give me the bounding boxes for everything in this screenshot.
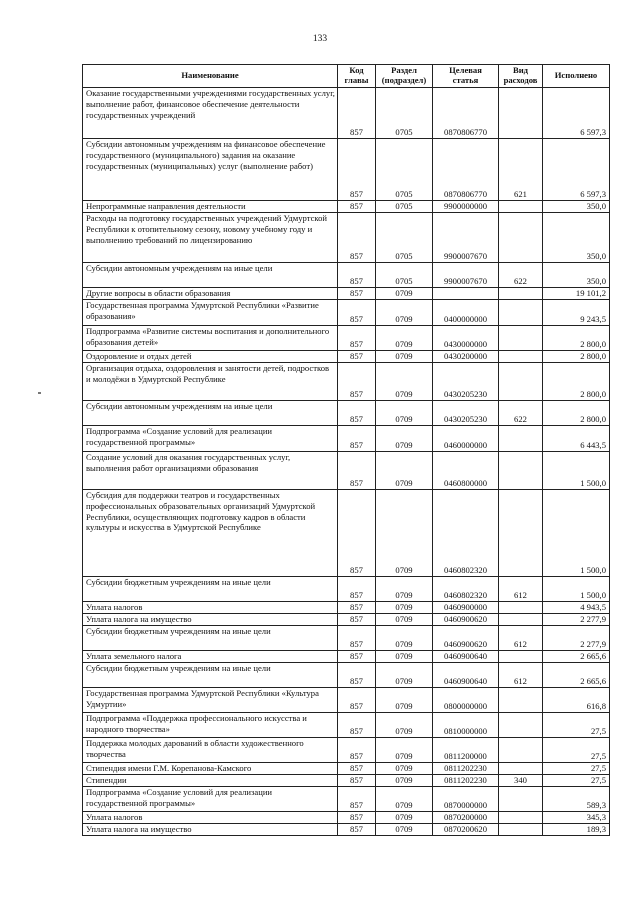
row-chapter-code: 857 (338, 626, 376, 651)
row-name: Государственная программа Удмуртской Республики «Культура Удмуртии» (83, 688, 338, 713)
row-target-article: 0870806770 (433, 88, 499, 139)
row-expense-type (499, 490, 543, 577)
row-name: Расходы на подготовку государственных учреждений Удмуртской Республики к отопительному сезону, новому учебному году и выполнению требований по лицензированию (83, 213, 338, 263)
row-section: 0709 (376, 300, 433, 326)
row-name: Субсидии автономным учреждениям на финансовое обеспечение государственного (муниципального) задания на оказание государственных (муниципальных) услуг (выполнение работ) (83, 139, 338, 201)
row-chapter-code: 857 (338, 688, 376, 713)
table-row (83, 663, 610, 688)
table-row (83, 577, 610, 602)
row-target-article: 0430000000 (433, 326, 499, 351)
row-expense-type (499, 651, 543, 663)
row-name: Уплата налога на имущество (83, 614, 338, 626)
row-target-article: 0460802320 (433, 577, 499, 602)
row-target-article: 0870000000 (433, 787, 499, 812)
scan-mark (38, 392, 41, 394)
row-expense-type (499, 88, 543, 139)
row-expense-type: 621 (499, 139, 543, 201)
row-target-article: 0460000000 (433, 426, 499, 452)
row-executed-amount: 4 943,5 (543, 602, 610, 614)
row-target-article: 0460900620 (433, 626, 499, 651)
table-row (83, 351, 610, 363)
table-row (83, 288, 610, 300)
row-executed-amount: 6 597,3 (543, 88, 610, 139)
row-name: Непрограммные направления деятельности (83, 201, 338, 213)
row-expense-type (499, 763, 543, 775)
page-number: 133 (312, 34, 328, 44)
row-name: Поддержка молодых дарований в области художественного творчества (83, 738, 338, 763)
row-chapter-code: 857 (338, 88, 376, 139)
row-executed-amount: 350,0 (543, 201, 610, 213)
row-expense-type (499, 201, 543, 213)
row-executed-amount: 19 101,2 (543, 288, 610, 300)
table-header-row (83, 65, 610, 88)
row-executed-amount: 350,0 (543, 213, 610, 263)
row-name: Подпрограмма «Развитие системы воспитания и дополнительного образования детей» (83, 326, 338, 351)
row-target-article: 0460900000 (433, 602, 499, 614)
row-section: 0709 (376, 602, 433, 614)
row-name: Организация отдыха, оздоровления и занятости детей, подростков и молодёжи в Удмуртской Республике (83, 363, 338, 401)
row-section: 0709 (376, 401, 433, 426)
row-target-article: 0870200000 (433, 812, 499, 824)
table-row (83, 614, 610, 626)
row-expense-type: 612 (499, 663, 543, 688)
row-target-article: 0460800000 (433, 452, 499, 490)
row-name: Оказание государственными учреждениями государственных услуг, выполнение работ, финансовое обеспечение деятельности государственных учреждений (83, 88, 338, 139)
row-name: Субсидии бюджетным учреждениям на иные цели (83, 663, 338, 688)
row-expense-type (499, 812, 543, 824)
row-section: 0709 (376, 775, 433, 787)
row-chapter-code: 857 (338, 326, 376, 351)
row-section: 0709 (376, 688, 433, 713)
row-chapter-code: 857 (338, 426, 376, 452)
budget-table (82, 64, 610, 836)
row-expense-type (499, 713, 543, 738)
row-expense-type (499, 824, 543, 836)
table-row (83, 426, 610, 452)
row-expense-type (499, 787, 543, 812)
row-executed-amount: 616,8 (543, 688, 610, 713)
table-row (83, 139, 610, 201)
row-target-article: 0811200000 (433, 738, 499, 763)
row-executed-amount: 2 277,9 (543, 626, 610, 651)
table-row (83, 738, 610, 763)
table-row (83, 263, 610, 288)
row-expense-type (499, 300, 543, 326)
row-expense-type (499, 213, 543, 263)
row-executed-amount: 2 665,6 (543, 651, 610, 663)
header-executed: Исполнено (543, 65, 610, 88)
row-section: 0705 (376, 201, 433, 213)
row-chapter-code: 857 (338, 263, 376, 288)
row-executed-amount: 2 800,0 (543, 351, 610, 363)
row-target-article: 0460900640 (433, 651, 499, 663)
row-name: Уплата налога на имущество (83, 824, 338, 836)
row-section: 0709 (376, 651, 433, 663)
row-executed-amount: 2 800,0 (543, 363, 610, 401)
row-chapter-code: 857 (338, 288, 376, 300)
row-chapter-code: 857 (338, 651, 376, 663)
row-chapter-code: 857 (338, 663, 376, 688)
row-section: 0709 (376, 614, 433, 626)
table-row (83, 763, 610, 775)
row-expense-type (499, 351, 543, 363)
row-chapter-code: 857 (338, 300, 376, 326)
row-section: 0709 (376, 713, 433, 738)
row-section: 0709 (376, 663, 433, 688)
row-section: 0709 (376, 288, 433, 300)
table-row (83, 812, 610, 824)
table-row (83, 213, 610, 263)
row-chapter-code: 857 (338, 763, 376, 775)
table-row (83, 651, 610, 663)
table-row (83, 401, 610, 426)
row-target-article: 0460900640 (433, 663, 499, 688)
row-section: 0705 (376, 213, 433, 263)
row-section: 0709 (376, 763, 433, 775)
header-chapter-code: Код главы (338, 65, 376, 88)
row-section: 0705 (376, 139, 433, 201)
row-target-article: 0800000000 (433, 688, 499, 713)
row-name: Стипендии (83, 775, 338, 787)
row-expense-type (499, 288, 543, 300)
row-section: 0709 (376, 738, 433, 763)
row-chapter-code: 857 (338, 713, 376, 738)
row-target-article: 0811202230 (433, 763, 499, 775)
row-executed-amount: 9 243,5 (543, 300, 610, 326)
table-row (83, 201, 610, 213)
row-name: Подпрограмма «Создание условий для реализации государственной программы» (83, 787, 338, 812)
row-target-article: 0460900620 (433, 614, 499, 626)
row-chapter-code: 857 (338, 577, 376, 602)
row-target-article: 0870200620 (433, 824, 499, 836)
row-executed-amount: 2 665,6 (543, 663, 610, 688)
table-row (83, 602, 610, 614)
row-expense-type (499, 614, 543, 626)
row-section: 0709 (376, 577, 433, 602)
row-chapter-code: 857 (338, 775, 376, 787)
row-target-article: 0460802320 (433, 490, 499, 577)
row-executed-amount: 350,0 (543, 263, 610, 288)
row-target-article: 0810000000 (433, 713, 499, 738)
table-row (83, 300, 610, 326)
row-target-article: 0400000000 (433, 300, 499, 326)
row-expense-type: 622 (499, 263, 543, 288)
row-executed-amount: 27,5 (543, 713, 610, 738)
row-expense-type (499, 602, 543, 614)
row-chapter-code: 857 (338, 614, 376, 626)
row-name: Субсидия для поддержки театров и государственных профессиональных образовательных организаций Удмуртской Республики, осуществляющих подготовку кадров в области культуры и искусства в Удмуртской Республике (83, 490, 338, 577)
table-row (83, 363, 610, 401)
row-section: 0709 (376, 426, 433, 452)
row-executed-amount: 27,5 (543, 775, 610, 787)
row-section: 0705 (376, 88, 433, 139)
row-section: 0709 (376, 326, 433, 351)
row-expense-type: 612 (499, 626, 543, 651)
header-name: Наименование (83, 65, 338, 88)
row-executed-amount: 189,3 (543, 824, 610, 836)
row-target-article: 9900007670 (433, 213, 499, 263)
row-expense-type (499, 688, 543, 713)
row-target-article: 0430200000 (433, 351, 499, 363)
table-row (83, 713, 610, 738)
row-section: 0709 (376, 363, 433, 401)
header-expense-type: Вид расходов (499, 65, 543, 88)
table-row (83, 490, 610, 577)
row-section: 0709 (376, 824, 433, 836)
row-target-article: 0430205230 (433, 401, 499, 426)
row-name: Подпрограмма «Поддержка профессионального искусства и народного творчества» (83, 713, 338, 738)
row-name: Уплата налогов (83, 812, 338, 824)
row-section: 0709 (376, 351, 433, 363)
table-row (83, 775, 610, 787)
row-executed-amount: 6 443,5 (543, 426, 610, 452)
header-section: Раздел (подраздел) (376, 65, 433, 88)
row-executed-amount: 6 597,3 (543, 139, 610, 201)
row-chapter-code: 857 (338, 824, 376, 836)
row-name: Другие вопросы в области образования (83, 288, 338, 300)
row-executed-amount: 345,3 (543, 812, 610, 824)
row-name: Стипендия имени Г.М. Корепанова-Камского (83, 763, 338, 775)
row-expense-type (499, 452, 543, 490)
row-name: Субсидии бюджетным учреждениям на иные цели (83, 626, 338, 651)
row-chapter-code: 857 (338, 452, 376, 490)
header-target-article: Целевая статья (433, 65, 499, 88)
row-chapter-code: 857 (338, 787, 376, 812)
row-section: 0709 (376, 490, 433, 577)
row-executed-amount: 1 500,0 (543, 452, 610, 490)
row-chapter-code: 857 (338, 201, 376, 213)
row-expense-type (499, 426, 543, 452)
row-target-article: 9900000000 (433, 201, 499, 213)
table-body (83, 88, 610, 836)
row-chapter-code: 857 (338, 351, 376, 363)
row-chapter-code: 857 (338, 363, 376, 401)
row-executed-amount: 2 277,9 (543, 614, 610, 626)
row-target-article (433, 288, 499, 300)
row-expense-type: 622 (499, 401, 543, 426)
table-row (83, 626, 610, 651)
row-name: Уплата налогов (83, 602, 338, 614)
row-chapter-code: 857 (338, 490, 376, 577)
row-executed-amount: 2 800,0 (543, 401, 610, 426)
row-name: Подпрограмма «Создание условий для реализации государственной программы» (83, 426, 338, 452)
table-row (83, 326, 610, 351)
table-row (83, 824, 610, 836)
row-section: 0709 (376, 452, 433, 490)
row-executed-amount: 589,3 (543, 787, 610, 812)
row-chapter-code: 857 (338, 812, 376, 824)
row-section: 0709 (376, 812, 433, 824)
table-row (83, 452, 610, 490)
table-row (83, 688, 610, 713)
row-section: 0705 (376, 263, 433, 288)
row-name: Оздоровление и отдых детей (83, 351, 338, 363)
row-expense-type (499, 738, 543, 763)
row-executed-amount: 1 500,0 (543, 577, 610, 602)
row-section: 0709 (376, 626, 433, 651)
row-target-article: 9900007670 (433, 263, 499, 288)
row-executed-amount: 27,5 (543, 763, 610, 775)
table-row (83, 787, 610, 812)
row-expense-type: 612 (499, 577, 543, 602)
table-row (83, 88, 610, 139)
row-expense-type: 340 (499, 775, 543, 787)
row-target-article: 0430205230 (433, 363, 499, 401)
row-executed-amount: 27,5 (543, 738, 610, 763)
row-name: Государственная программа Удмуртской Республики «Развитие образования» (83, 300, 338, 326)
row-name: Субсидии бюджетным учреждениям на иные цели (83, 577, 338, 602)
row-name: Уплата земельного налога (83, 651, 338, 663)
row-executed-amount: 1 500,0 (543, 490, 610, 577)
row-executed-amount: 2 800,0 (543, 326, 610, 351)
row-target-article: 0870806770 (433, 139, 499, 201)
row-section: 0709 (376, 787, 433, 812)
row-expense-type (499, 326, 543, 351)
row-target-article: 0811202230 (433, 775, 499, 787)
row-name: Субсидии автономным учреждениям на иные цели (83, 401, 338, 426)
row-name: Создание условий для оказания государственных услуг, выполнения работ организациями образования (83, 452, 338, 490)
row-expense-type (499, 363, 543, 401)
row-chapter-code: 857 (338, 139, 376, 201)
row-chapter-code: 857 (338, 602, 376, 614)
row-name: Субсидии автономным учреждениям на иные цели (83, 263, 338, 288)
row-chapter-code: 857 (338, 738, 376, 763)
row-chapter-code: 857 (338, 401, 376, 426)
row-chapter-code: 857 (338, 213, 376, 263)
